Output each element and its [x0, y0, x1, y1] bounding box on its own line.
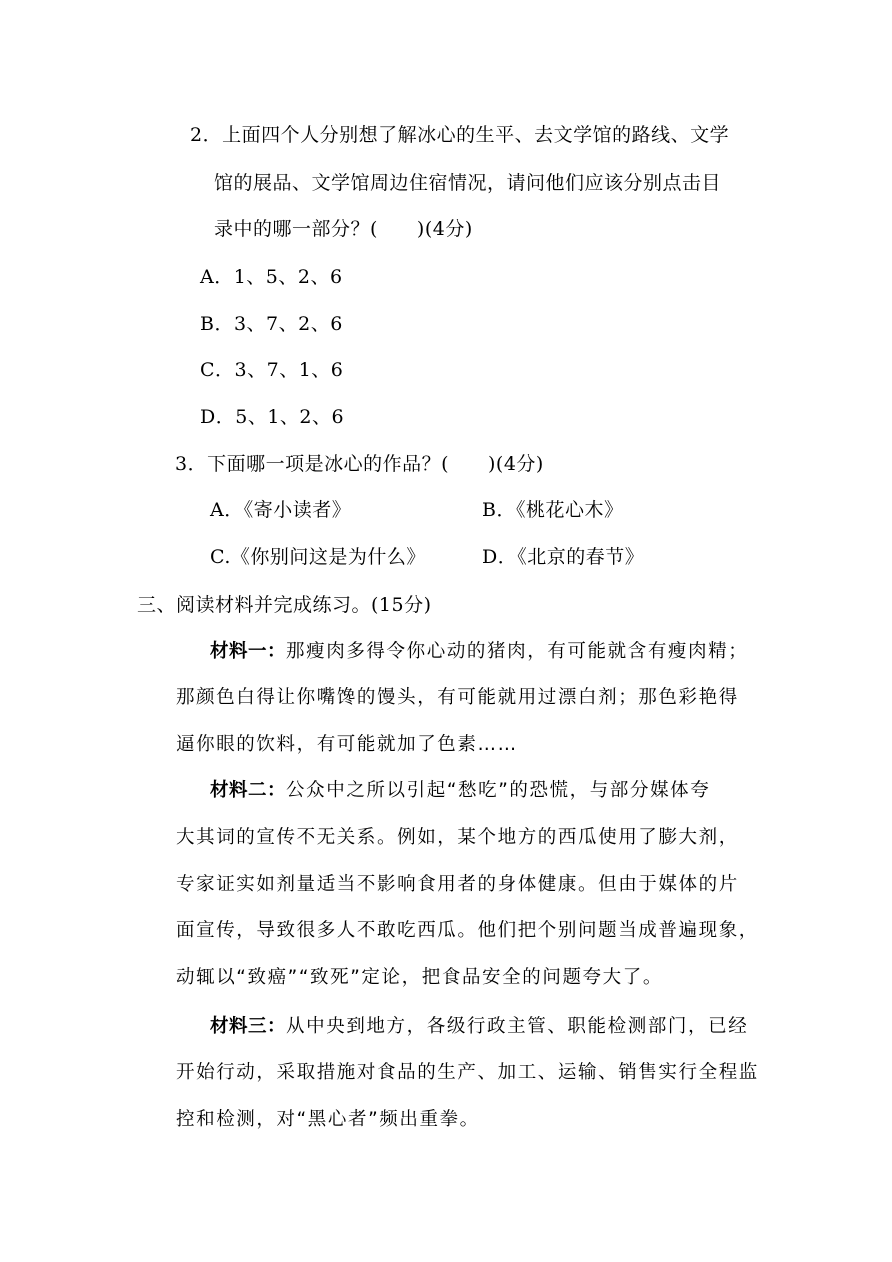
question-3-option-b: B．《桃花心木》 [482, 499, 624, 521]
question-2-option-d: D．5、1、2、6 [200, 406, 345, 428]
material-2-line-4: 面宣传，导致很多人不敢吃西瓜。他们把个别问题当成普遍现象， [176, 920, 759, 941]
material-2-text-1: 公众中之所以引起“愁吃”的恐慌，与部分媒体夸 [286, 780, 711, 801]
material-1-line-3: 逼你眼的饮料，有可能就加了色素…… [176, 734, 518, 755]
material-2-line-5: 动辄以“致癌”“致死”定论，把食品安全的问题夸大了。 [176, 967, 663, 988]
material-2-label: 材料二： [210, 780, 287, 801]
material-2-line-2: 大其词的宣传不无关系。例如，某个地方的西瓜使用了膨大剂， [176, 827, 739, 848]
material-3-line-1 [210, 1014, 748, 1040]
question-2-line-3: 录中的哪一部分？( )(4分) [214, 218, 473, 240]
question-3-stem: 3．下面哪一项是冰心的作品？( )(4分) [175, 453, 544, 475]
question-3-option-a: A．《寄小读者》 [210, 499, 352, 521]
question-2-option-a: A．1、5、2、6 [200, 266, 343, 288]
question-3-option-c: C.《你别问这是为什么》 [210, 546, 426, 568]
question-2-option-c: C．3、7、1、6 [200, 359, 344, 381]
question-2-line-1: 2．上面四个人分别想了解冰心的生平、去文学馆的路线、文学 [190, 124, 730, 146]
material-2-line-3: 专家证实如剂量适当不影响食用者的身体健康。但由于媒体的片 [176, 874, 739, 895]
question-2-option-b: B．3、7、2、6 [200, 313, 343, 335]
material-1-label: 材料一： [210, 641, 287, 662]
material-3-line-3: 控和检测，对“黑心者”频出重拳。 [176, 1109, 480, 1130]
material-2-line-1 [210, 778, 710, 804]
section-3-heading: 三、阅读材料并完成练习。(15分) [137, 594, 432, 616]
question-3-option-d: D．《北京的春节》 [482, 546, 645, 568]
question-2-line-2: 馆的展品、文学馆周边住宿情况，请问他们应该分别点击目 [214, 172, 722, 194]
material-3-text-1: 从中央到地方，各级行政主管、职能检测部门，已经 [286, 1016, 749, 1037]
material-1-line-1 [210, 639, 748, 665]
material-3-label: 材料三： [210, 1016, 287, 1037]
material-1-text-1: 那瘦肉多得令你心动的猪肉，有可能就含有瘦肉精； [286, 641, 749, 662]
material-1-line-2: 那颜色白得让你嘴馋的馒头，有可能就用过漂白剂；那色彩艳得 [176, 687, 739, 708]
material-3-line-2: 开始行动，采取措施对食品的生产、加工、运输、销售实行全程监 [176, 1062, 759, 1083]
